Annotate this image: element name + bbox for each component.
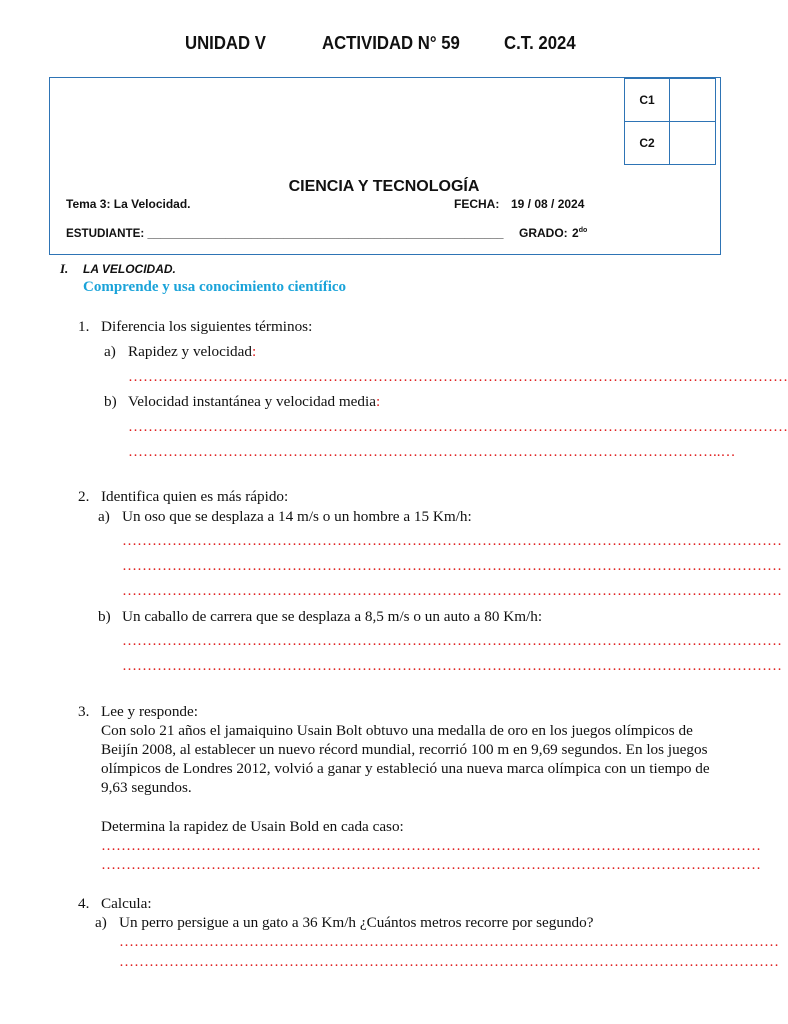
q4-number: 4. — [78, 895, 90, 912]
grade-label: GRADO: — [519, 226, 568, 240]
c2-label: C2 — [625, 122, 670, 165]
answer-line[interactable]: …………………………………………………………………………………………………………………… — [101, 838, 761, 854]
student-field[interactable]: ESTUDIANTE: _______________________________________________________ — [66, 226, 504, 240]
q3-paragraph-line: 9,63 segundos. — [101, 779, 192, 796]
q1a-colon: : — [251, 343, 257, 360]
q2b-label: b) — [98, 608, 111, 625]
q3-paragraph-line: Beijín 2008, al establecer un nuevo récord mundial, recorrió 100 m en 9,69 segundos. En los juegos — [101, 741, 708, 758]
q4a-text: Un perro persigue a un gato a 36 Km/h ¿Cuántos metros recorre por segundo? — [119, 914, 594, 931]
q4a-label: a) — [95, 914, 107, 931]
q1b-text-main: Velocidad instantánea y velocidad media — [128, 393, 376, 410]
grade-superscript: do — [578, 227, 588, 234]
date-value: 19 / 08 / 2024 — [511, 197, 585, 211]
ct-year: C.T. 2024 — [504, 33, 576, 53]
section-numeral: I. — [60, 261, 69, 276]
q3-number: 3. — [78, 703, 90, 720]
q1a-text-main: Rapidez y velocidad — [128, 343, 252, 360]
answer-line[interactable]: …………………………………………………………………………………………………………………… — [119, 934, 779, 950]
answer-line[interactable]: …………………………………………………………………………………………………………………… — [119, 954, 779, 970]
answer-line[interactable]: …………………………………………………………………………………………………………………… — [128, 419, 788, 435]
c1-score-cell[interactable] — [670, 79, 716, 122]
q1b-colon: : — [375, 393, 381, 410]
c1-label: C1 — [625, 79, 670, 122]
q1a-label: a) — [104, 343, 116, 360]
section-title: LA VELOCIDAD. — [83, 262, 176, 276]
q2-text: Identifica quien es más rápido: — [101, 488, 289, 505]
c2-score-cell[interactable] — [670, 122, 716, 165]
q1-text: Diferencia los siguientes términos: — [101, 318, 313, 335]
unit-title: UNIDAD V — [185, 33, 266, 53]
q2b-text: Un caballo de carrera que se desplaza a 8,5 m/s o un auto a 80 Km/h: — [122, 608, 543, 625]
answer-line[interactable]: …………………………………………………………………………………………………………………… — [128, 369, 788, 385]
answer-line[interactable]: …………………………………………………………………………………………………………………… — [122, 633, 782, 649]
q1-number: 1. — [78, 318, 90, 335]
q1b-label: b) — [104, 393, 117, 410]
q1b-text — [128, 393, 380, 411]
q2a-text: Un oso que se desplaza a 14 m/s o un hombre a 15 Km/h: — [122, 508, 472, 525]
subject-title: CIENCIA Y TECNOLOGÍA — [288, 178, 480, 195]
topic-label: Tema 3: La Velocidad. — [66, 197, 191, 211]
score-table — [624, 78, 716, 165]
answer-line[interactable]: …………………………………………………………………………………………………………………… — [122, 558, 782, 574]
q1a-text — [128, 343, 256, 361]
q3-text: Lee y responde: — [101, 703, 198, 720]
answer-line[interactable]: …………………………………………………………………………………………………………………… — [101, 857, 761, 873]
q3-paragraph-line: olímpicos de Londres 2012, volvió a ganar y estableció una nueva marca olímpica con un tiempo de — [101, 760, 710, 777]
q2a-label: a) — [98, 508, 110, 525]
competence-heading: Comprende y usa conocimiento científico — [83, 279, 347, 295]
answer-line[interactable]: ………………………………………………………………………………………………………..… — [128, 444, 736, 460]
answer-line[interactable]: …………………………………………………………………………………………………………………… — [122, 658, 782, 674]
q2-number: 2. — [78, 488, 90, 505]
activity-title: ACTIVIDAD N° 59 — [322, 33, 460, 53]
q3-paragraph-line: Con solo 21 años el jamaiquino Usain Bolt obtuvo una medalla de oro en los juegos olímpicos de — [101, 722, 693, 739]
answer-line[interactable]: …………………………………………………………………………………………………………………… — [122, 533, 782, 549]
q3-task: Determina la rapidez de Usain Bold en cada caso: — [101, 818, 404, 835]
date-label: FECHA: — [454, 197, 500, 211]
grade-number: 2 — [572, 226, 579, 240]
answer-line[interactable]: …………………………………………………………………………………………………………………… — [122, 583, 782, 599]
grade-value — [572, 226, 587, 240]
q4-text: Calcula: — [101, 895, 152, 912]
